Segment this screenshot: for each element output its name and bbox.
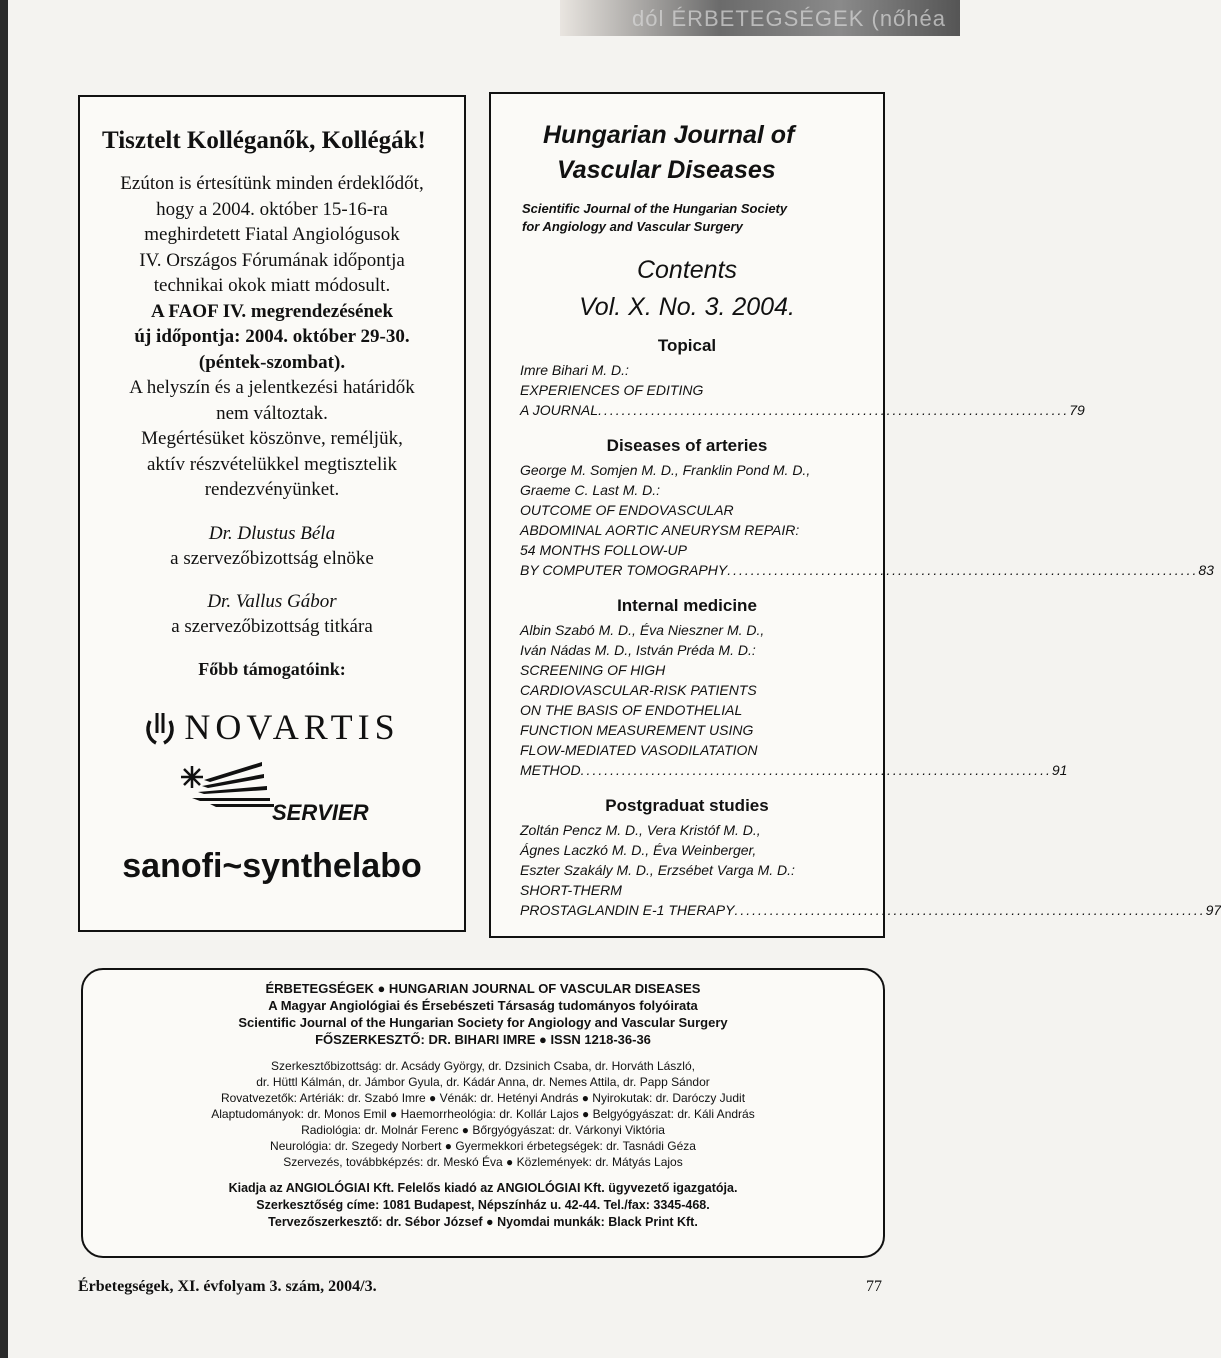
contents-entry-last-line xyxy=(520,400,1085,420)
contents-entry[interactable] xyxy=(520,360,1085,420)
imprint-header: ÉRBETEGSÉGEK ● HUNGARIAN JOURNAL OF VASCULAR DISEASES A Magyar Angiológiai és Érsebészeti Társaság tudományos folyóirata Scientific Journal of the Hungarian Society for Angiology and Vascular Surgery FŐSZERKESZTŐ: DR. BIHARI IMRE ● ISSN 1218-36-36 xyxy=(238,981,728,1047)
sanofi-wordmark: sanofi~synthelabo xyxy=(122,846,422,885)
contents-entry-line: FLOW-MEDIATED VASODILATATION xyxy=(520,742,758,758)
contents-entry-line: Imre Bihari M. D.: xyxy=(520,362,629,378)
contents-entry-line: George M. Somjen M. D., Franklin Pond M. D., xyxy=(520,462,811,478)
leader-dots: ................................................................................ xyxy=(734,902,1206,918)
contents-entry-line: Iván Nádas M. D., István Préda M. D.: xyxy=(520,642,756,658)
leader-dots: ................................................................................ xyxy=(580,762,1052,778)
contents-entry-line: 54 MONTHS FOLLOW-UP xyxy=(520,542,687,558)
leader-dots: ................................................................................ xyxy=(727,562,1199,578)
contents-entry-title-end: METHOD xyxy=(520,762,581,778)
page-edge-shadow xyxy=(0,0,8,1358)
header-strip xyxy=(560,0,960,36)
announcement-box xyxy=(78,95,466,932)
imprint-box xyxy=(81,968,885,1258)
servier-icon xyxy=(152,758,392,828)
contents-heading: Contents xyxy=(636,256,738,284)
notice-line: IV. Országos Fórumának időpontja xyxy=(139,249,405,271)
novartis-icon xyxy=(144,707,176,747)
contents-entry-line: Graeme C. Last M. D.: xyxy=(520,482,661,498)
contents-entry-line: OUTCOME OF ENDOVASCULAR xyxy=(520,502,734,518)
novartis-wordmark: NOVARTIS xyxy=(184,706,400,747)
leader-dots: ................................................................................ xyxy=(598,402,1070,418)
notice-line: hogy a 2004. október 15-16-ra xyxy=(156,198,388,220)
contents-page-number: 83 xyxy=(1198,562,1214,578)
greeting: Tisztelt Kolléganők, Kollégák! xyxy=(102,127,426,154)
notice-bold-line: új időpontja: 2004. október 29-30. xyxy=(134,326,410,347)
contents-entry-line: SHORT-THERM xyxy=(520,882,622,898)
novartis-logo xyxy=(80,706,464,748)
contents-entry[interactable] xyxy=(520,820,1221,920)
signature-name: Dr. Vallus Gábor xyxy=(207,590,337,612)
contents-section-title: Internal medicine xyxy=(617,596,757,615)
contents-box xyxy=(489,92,1221,938)
notice-line: nem változtak. xyxy=(216,402,328,424)
sponsors-label: Főbb támogatóink: xyxy=(198,658,346,679)
contents-entry-title-end: BY COMPUTER TOMOGRAPHY xyxy=(520,562,728,578)
contents-section-title: Postgraduat studies xyxy=(605,796,769,815)
contents-entry-line: SCREENING OF HIGH xyxy=(520,662,666,678)
contents-page-number: 97 xyxy=(1205,902,1221,918)
contents-entry-line: Zoltán Pencz M. D., Vera Kristóf M. D., xyxy=(520,822,761,838)
header-strip-text: dól ÉRBETEGSÉGEK (nőhéa xyxy=(631,6,946,31)
signature-role: a szervezőbizottság titkára xyxy=(171,615,373,637)
contents-entry-line: FUNCTION MEASUREMENT USING xyxy=(520,722,754,738)
contents-entry[interactable] xyxy=(520,460,1214,580)
running-footer: Érbetegségek, XI. évfolyam 3. szám, 2004/3. xyxy=(78,1278,377,1295)
volume-label: Vol. X. No. 3. 2004. xyxy=(579,293,795,321)
contents-entry-line: Eszter Szakály M. D., Erzsébet Varga M. D.: xyxy=(520,862,795,878)
imprint-publisher: Kiadja az ANGIOLÓGIAI Kft. Felelős kiadó az ANGIOLÓGIAI Kft. ügyvezető igazgatója. Szerkesztőség címe: 1081 Budapest, Népszínház u. 42-44. Tel./fax: 3345-468. Tervezőszerkesztő: dr. Sébor József ● Nyomdai munkák: Black Print Kft. xyxy=(228,1181,738,1229)
contents-entry-title-end: PROSTAGLANDIN E-1 THERAPY xyxy=(520,902,735,918)
notice-line: aktív részvételükkel megtisztelik xyxy=(146,453,398,475)
notice-bold-line: A FAOF IV. megrendezésének xyxy=(150,300,394,322)
contents-page-number: 91 xyxy=(1051,762,1068,778)
signature-name: Dr. Dlustus Béla xyxy=(208,522,336,544)
contents-entry[interactable] xyxy=(520,620,1068,780)
notice-line: Ezúton is értesítünk minden érdeklődőt, xyxy=(120,173,424,194)
notice-line: rendezvényünket. xyxy=(204,479,340,500)
contents-page-number: 79 xyxy=(1069,402,1085,418)
notice-line: A helyszín és a jelentkezési határidők xyxy=(129,377,415,398)
contents-entry-line: Ágnes Laczkó M. D., Éva Weinberger, xyxy=(520,842,757,858)
notice-line: technikai okok miatt módosult. xyxy=(153,275,391,296)
notice-bold-line: (péntek-szombat). xyxy=(198,351,346,373)
contents-entry-line: Albin Szabó M. D., Éva Nieszner M. D., xyxy=(520,622,765,638)
signature-role: a szervezőbizottság elnöke xyxy=(170,547,374,569)
contents-entry-line: ABDOMINAL AORTIC ANEURYSM REPAIR: xyxy=(520,522,800,538)
notice-line: meghirdetett Fiatal Angiológusok xyxy=(144,224,400,245)
contents-entry-title-end: A JOURNAL xyxy=(520,402,599,418)
journal-title: Hungarian Journal of Vascular Diseases xyxy=(543,121,795,184)
contents-section-title: Topical xyxy=(657,336,717,355)
imprint-editorial-board: Szerkesztőbizottság: dr. Acsády György, dr. Dzsinich Csaba, dr. Horváth László, dr. Hüttl Kálmán, dr. Jámbor Gyula, dr. Kádár Anna, dr. Nemes Attila, dr. Papp Sándor Rovatvezetők: Artériák: dr. Szabó Imre ● Vénák: dr. Hetényi András ● Nyirokutak: dr. Daróczy Judit Alaptudományok: dr. Monos Emil ● Haemorrheológia: dr. Kollár Lajos ● Belgyógyászat: dr. Káli András Radiológia: dr. Molnár Ferenc ● Bőrgyógyászat: dr. Várkonyi Viktória Neurológia: dr. Szegedy Norbert ● Gyermekkori érbetegségek: dr. Tasnádi Géza Szervezés, továbbképzés: dr. Meskó Éva ● Közlemények: dr. Mátyás Lajos xyxy=(211,1059,755,1169)
journal-subtitle: Scientific Journal of the Hungarian Society for Angiology and Vascular Surgery xyxy=(522,201,788,234)
contents-entry-line: EXPERIENCES OF EDITING xyxy=(520,382,704,398)
servier-logo xyxy=(80,758,464,833)
contents-entry-line: CARDIOVASCULAR-RISK PATIENTS xyxy=(520,682,757,698)
announcement-text xyxy=(80,171,464,503)
servier-wordmark: SERVIER xyxy=(272,799,369,825)
signature-chair xyxy=(80,521,464,571)
notice-line: Megértésüket köszönve, reméljük, xyxy=(141,428,403,449)
contents-entry-last-line xyxy=(520,900,1221,920)
signature-secretary xyxy=(80,589,464,639)
contents-entry-last-line xyxy=(520,560,1214,580)
contents-section-title: Diseases of arteries xyxy=(606,436,768,455)
contents-entry-line: ON THE BASIS OF ENDOTHELIAL xyxy=(520,702,743,718)
contents-entry-last-line xyxy=(520,760,1068,780)
page-number: 77 xyxy=(866,1278,882,1295)
